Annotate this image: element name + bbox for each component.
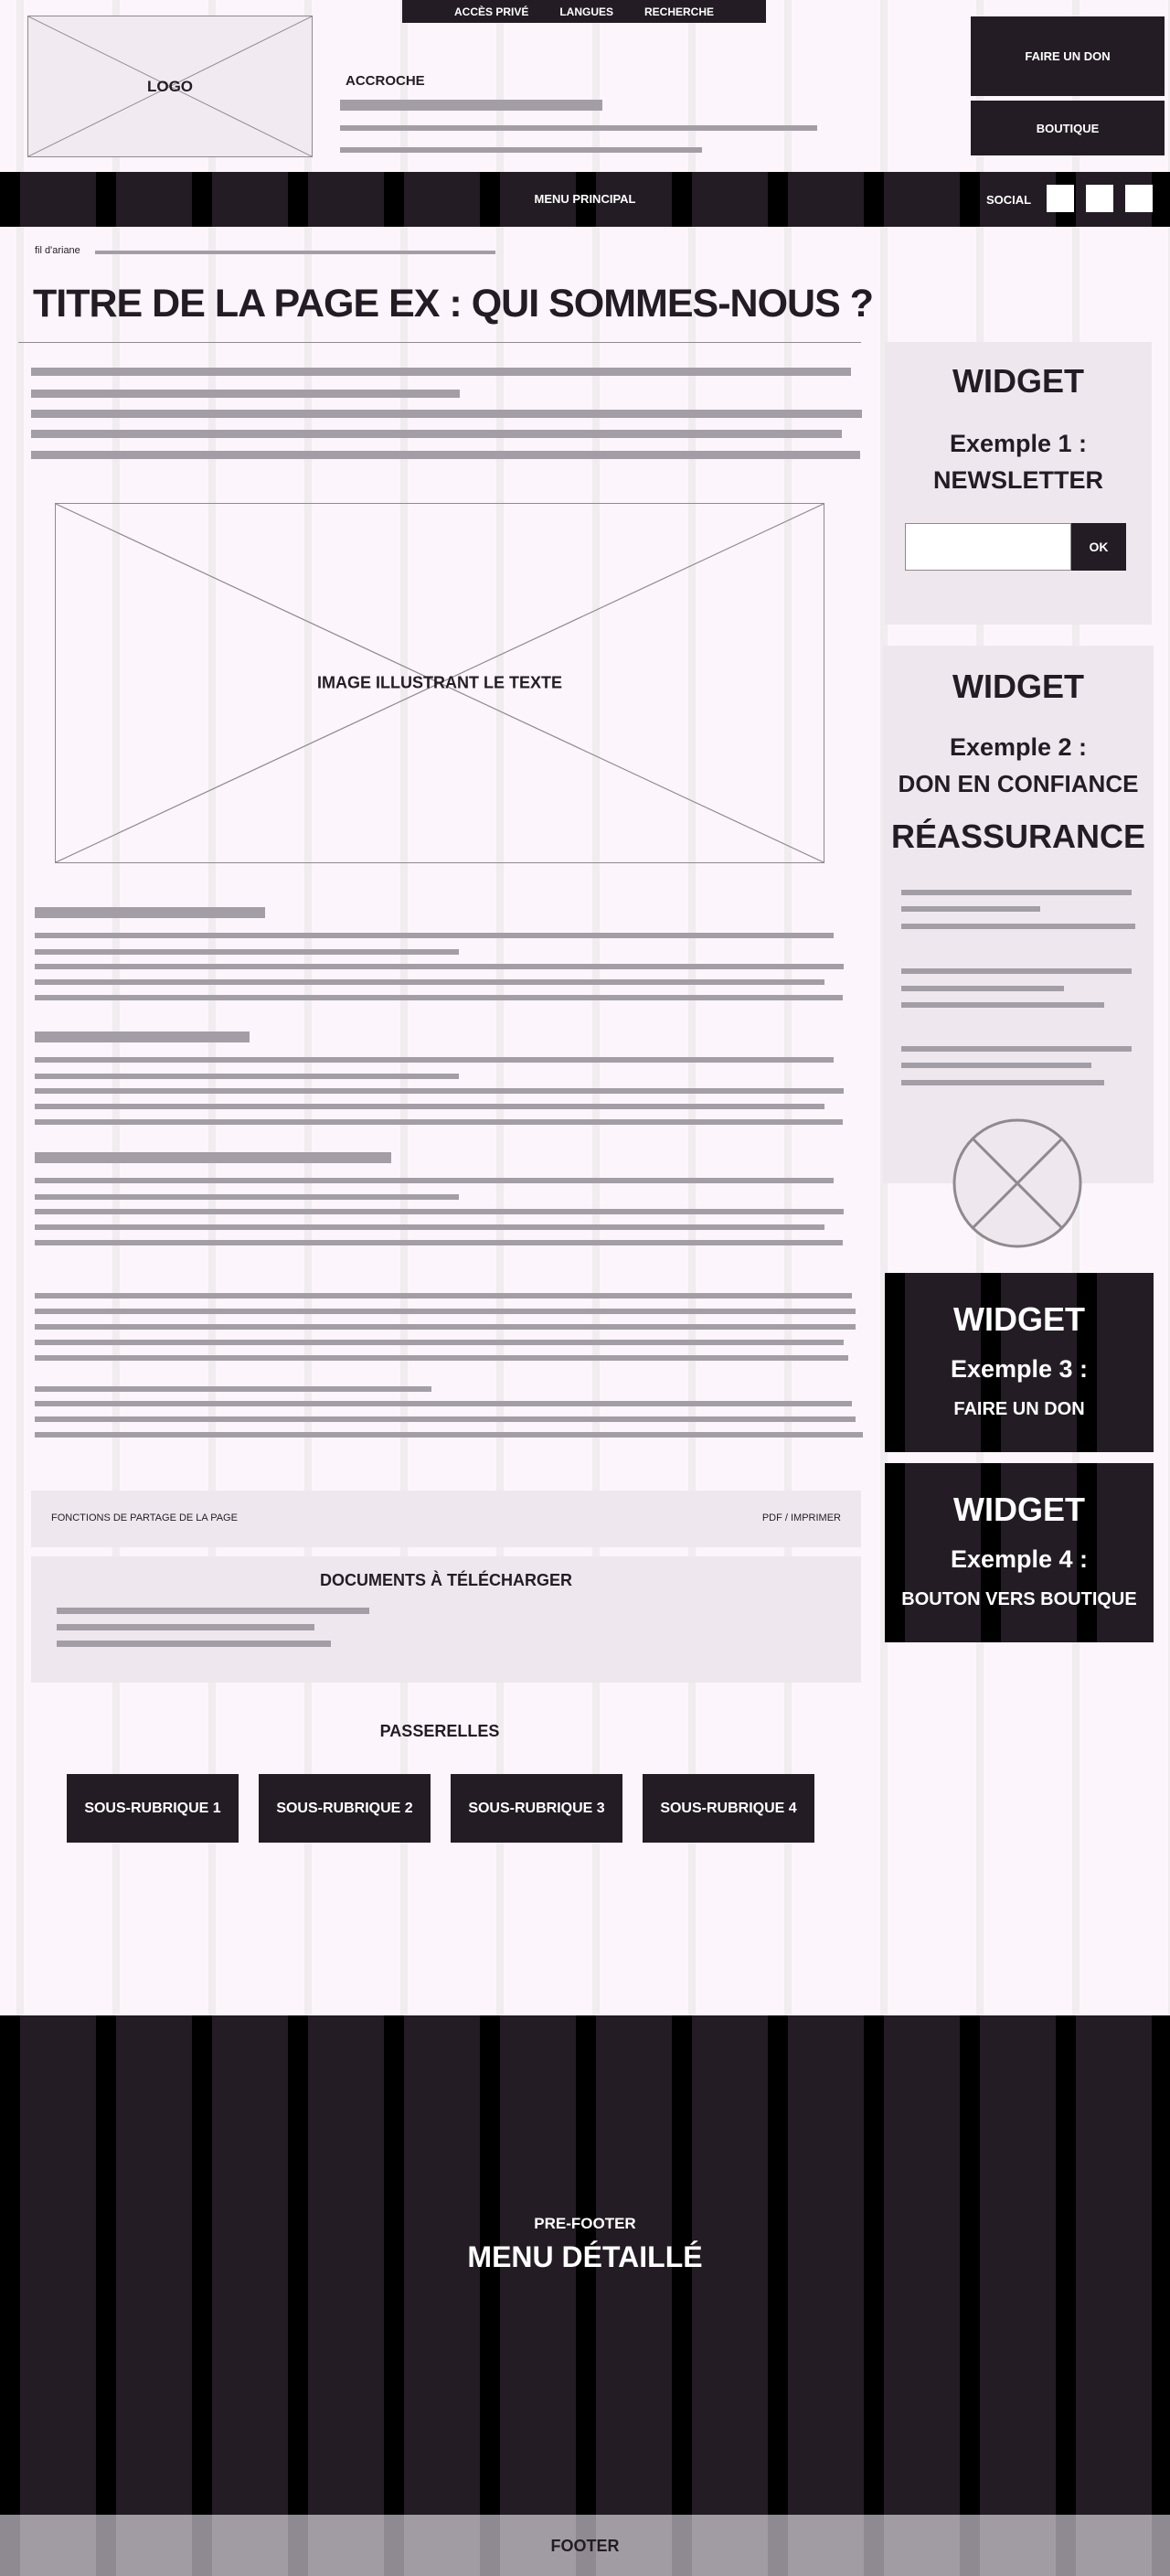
documents-panel: [31, 1556, 861, 1683]
widget-shop[interactable]: [885, 1463, 1154, 1642]
text-line: [35, 1324, 856, 1330]
text-line: [901, 1046, 1132, 1052]
text-line: [35, 1088, 844, 1094]
text-line: [35, 1386, 431, 1392]
social-icon[interactable]: [1125, 185, 1153, 212]
text-line: [35, 1416, 856, 1422]
widget-title: WIDGET: [953, 1491, 1085, 1528]
text-line: [901, 890, 1132, 895]
private-access-link[interactable]: ACCÈS PRIVÉ: [453, 5, 529, 18]
widget-example: Exemple 4 :: [950, 1545, 1089, 1573]
donate-button[interactable]: FAIRE UN DON: [971, 16, 1165, 96]
text-line: [35, 1194, 459, 1200]
text-line: [35, 1340, 844, 1345]
footer-label: FOOTER: [550, 2537, 620, 2555]
prefooter: [0, 2015, 1170, 2515]
text-line: [35, 964, 844, 969]
intro-line: [31, 410, 862, 418]
widget-subtitle: DON EN CONFIANCE: [898, 770, 1139, 797]
text-line: [901, 968, 1132, 974]
prefooter-menu-title: MENU DÉTAILLÉ: [467, 2240, 703, 2273]
widget-example: Exemple 2 :: [949, 733, 1088, 761]
widget-reassurance: [883, 646, 1154, 1183]
text-line: [901, 1002, 1104, 1008]
footer: [0, 2515, 1170, 2576]
document-link[interactable]: [57, 1624, 314, 1630]
intro-line: [31, 368, 851, 376]
widget-title: WIDGET: [952, 668, 1084, 705]
text-line: [35, 995, 843, 1000]
tagline-line: [340, 100, 602, 111]
text-line: [35, 933, 834, 938]
widget-example: Exemple 3 :: [950, 1355, 1089, 1383]
text-line: [35, 1209, 844, 1214]
text-line: [35, 1355, 848, 1361]
widget-subtitle: NEWSLETTER: [933, 466, 1103, 494]
passerelles-title: PASSERELLES: [379, 1722, 500, 1740]
text-line: [35, 1293, 852, 1299]
text-line: [35, 1240, 843, 1245]
text-line: [35, 979, 824, 985]
text-line: [901, 986, 1064, 991]
sub-section-button-4[interactable]: SOUS-RUBRIQUE 4: [643, 1774, 814, 1843]
widget-example: Exemple 1 :: [949, 430, 1088, 457]
text-line: [35, 1074, 459, 1079]
logo-label: LOGO: [146, 77, 194, 95]
section-heading: [35, 1031, 250, 1042]
share-bar: [31, 1491, 861, 1547]
main-image-label: IMAGE ILLUSTRANT LE TEXTE: [317, 673, 562, 692]
text-line: [901, 1080, 1104, 1085]
widget-title: WIDGET: [952, 362, 1084, 400]
text-line: [35, 949, 459, 955]
widget-donate[interactable]: [885, 1273, 1154, 1452]
social-label: SOCIAL: [986, 193, 1032, 207]
text-line: [901, 1063, 1091, 1068]
social-icon[interactable]: [1086, 185, 1113, 212]
sub-section-button-3[interactable]: SOUS-RUBRIQUE 3: [451, 1774, 622, 1843]
breadcrumb-line: [95, 251, 495, 254]
text-line: [35, 1401, 852, 1406]
text-line: [901, 906, 1040, 912]
widget-title: WIDGET: [953, 1300, 1085, 1338]
shop-button[interactable]: BOUTIQUE: [971, 101, 1165, 155]
languages-link[interactable]: LANGUES: [559, 5, 613, 18]
text-line: [35, 1224, 824, 1230]
text-line: [35, 1104, 824, 1109]
intro-line: [31, 430, 842, 438]
intro-line: [31, 390, 460, 398]
social-icon[interactable]: [1047, 185, 1074, 212]
main-menu-link[interactable]: MENU PRINCIPAL: [534, 192, 636, 206]
section-heading: [35, 907, 265, 918]
title-divider: [18, 342, 861, 343]
breadcrumb[interactable]: fil d'ariane: [35, 245, 80, 256]
text-line: [901, 924, 1135, 929]
text-line: [35, 1178, 834, 1183]
document-link[interactable]: [57, 1608, 369, 1614]
sub-section-button-2[interactable]: SOUS-RUBRIQUE 2: [259, 1774, 431, 1843]
page-title: TITRE DE LA PAGE EX : QUI SOMMES-NOUS ?: [33, 282, 873, 326]
text-line: [35, 1309, 856, 1314]
intro-line: [31, 451, 860, 459]
widget-reassurance-heading: RÉASSURANCE: [890, 818, 1146, 855]
sub-section-button-1[interactable]: SOUS-RUBRIQUE 1: [67, 1774, 239, 1843]
pdf-print-link[interactable]: PDF / IMPRIMER: [761, 1512, 841, 1523]
tagline-line: [340, 147, 702, 153]
widget-newsletter: [885, 342, 1152, 625]
tagline: ACCROCHE: [346, 73, 425, 89]
share-functions-link[interactable]: FONCTIONS DE PARTAGE DE LA PAGE: [51, 1512, 238, 1523]
newsletter-ok-button[interactable]: OK: [1071, 523, 1126, 571]
search-link[interactable]: RECHERCHE: [644, 5, 714, 18]
main-nav: [0, 172, 1170, 227]
text-line: [35, 1432, 863, 1438]
document-link[interactable]: [57, 1641, 331, 1647]
main-image: [55, 503, 824, 863]
widget-subtitle: FAIRE UN DON: [953, 1399, 1085, 1419]
documents-title: DOCUMENTS À TÉLÉCHARGER: [319, 1571, 572, 1589]
text-line: [35, 1119, 843, 1125]
tagline-line: [340, 125, 817, 131]
section-heading: [35, 1152, 391, 1163]
widget-subtitle: BOUTON VERS BOUTIQUE: [901, 1589, 1137, 1609]
prefooter-label: PRE-FOOTER: [534, 2215, 636, 2232]
trust-badge-icon: [952, 1117, 1083, 1249]
top-utility-bar: [402, 0, 766, 23]
logo[interactable]: [27, 16, 313, 157]
newsletter-email-input[interactable]: [905, 523, 1071, 571]
text-line: [35, 1057, 834, 1063]
